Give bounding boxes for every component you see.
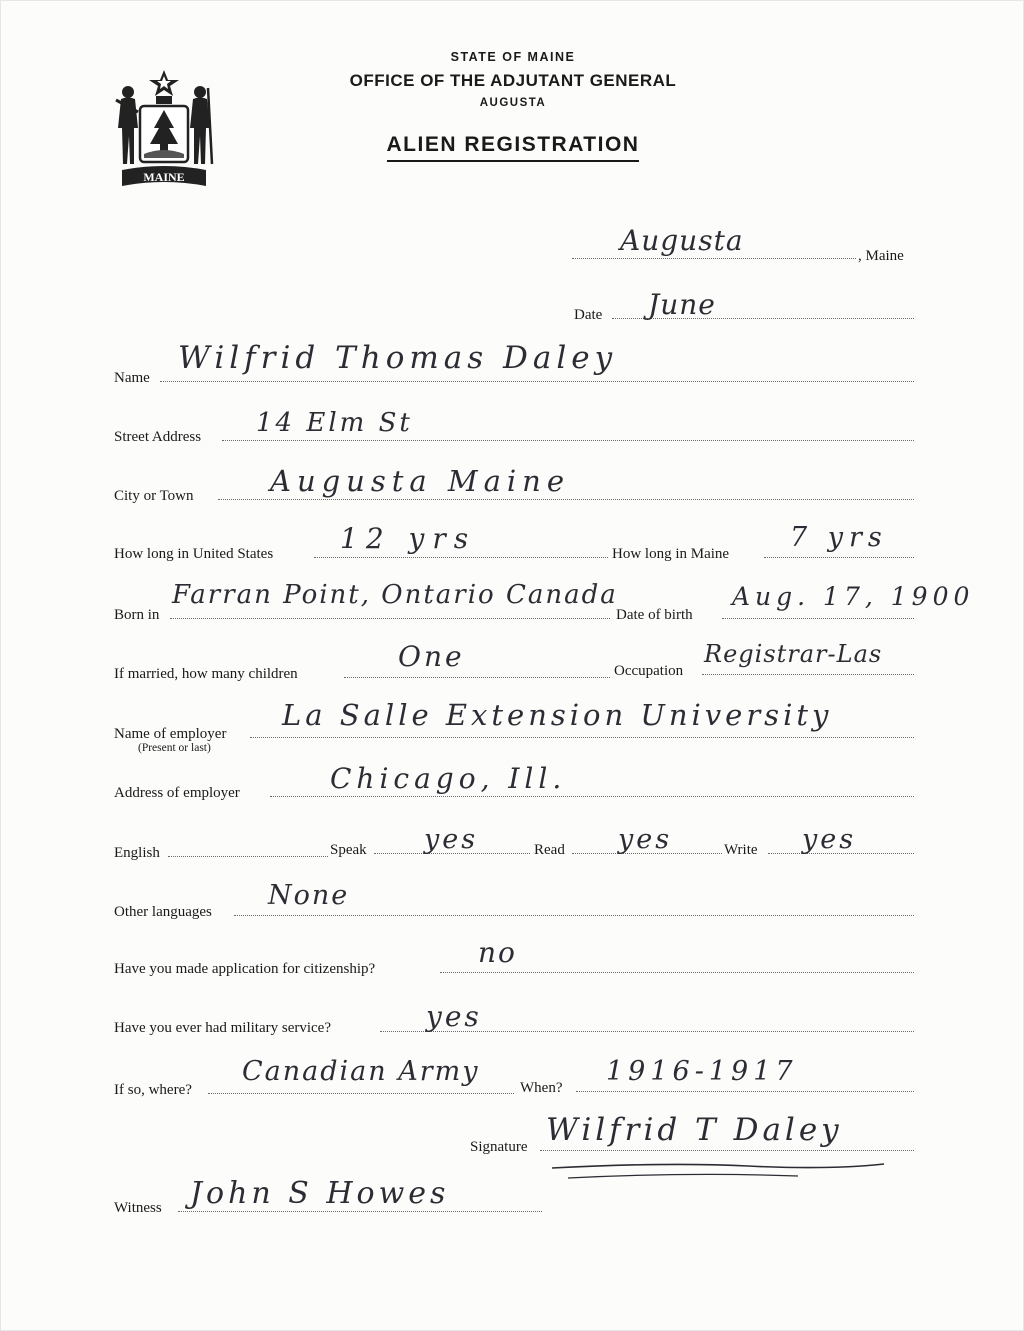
when-line (576, 1091, 914, 1092)
other-languages-value: None (268, 880, 350, 911)
english-label: English (114, 845, 160, 861)
city-heading: AUGUSTA (479, 97, 547, 109)
born-in-label: Born in (114, 607, 160, 623)
speak-label: Speak (330, 842, 367, 858)
signature-underline-stroke (548, 1160, 888, 1182)
occupation-value: Registrar-Las (704, 640, 883, 668)
citizenship-line (440, 972, 914, 973)
employer-address-value: Chicago, Ill. (330, 762, 567, 795)
employer-label: Name of employer (114, 726, 227, 742)
how-long-us-line (314, 557, 608, 558)
form-header (300, 50, 726, 162)
english-line (168, 856, 328, 857)
other-languages-label: Other languages (114, 904, 212, 920)
military-value: yes (426, 1000, 482, 1033)
employer-sub-label: (Present or last) (138, 742, 211, 754)
name-label: Name (114, 370, 150, 386)
date-label: Date (574, 307, 603, 323)
when-label: When? (520, 1080, 563, 1096)
city-line (218, 499, 914, 500)
write-value: yes (802, 824, 857, 855)
where-value: Canadian Army (242, 1056, 480, 1087)
maine-label: , Maine (858, 248, 904, 264)
speak-value: yes (424, 824, 479, 855)
signature-line (540, 1150, 914, 1151)
born-in-line (170, 618, 610, 619)
town-line (572, 258, 856, 259)
date-of-birth-value: Aug. 17, 1900 (732, 582, 975, 611)
how-long-maine-value: 7 yrs (790, 522, 888, 553)
date-of-birth-label: Date of birth (616, 607, 693, 623)
children-value: One (398, 640, 465, 673)
svg-text:MAINE: MAINE (143, 170, 185, 184)
where-label: If so, where? (114, 1082, 192, 1098)
occupation-label: Occupation (614, 663, 684, 679)
citizenship-label: Have you made application for citizenship? (114, 961, 376, 977)
military-label: Have you ever had military service? (114, 1020, 331, 1036)
employer-line (250, 737, 914, 738)
other-languages-line (234, 915, 914, 916)
read-label: Read (534, 842, 565, 858)
children-label: If married, how many children (114, 666, 298, 682)
name-value: Wilfrid Thomas Daley (178, 340, 618, 376)
witness-value: John S Howes (190, 1176, 450, 1211)
city-value: Augusta Maine (270, 464, 571, 498)
city-label: City or Town (114, 488, 194, 504)
employer-address-line (270, 796, 914, 797)
read-value: yes (618, 824, 673, 855)
office-heading: OFFICE OF THE ADJUTANT GENERAL (349, 71, 677, 90)
street-line (222, 440, 914, 441)
occupation-line (702, 674, 914, 675)
witness-label: Witness (114, 1200, 162, 1216)
children-line (344, 677, 610, 678)
signature-label: Signature (470, 1139, 528, 1155)
born-in-value: Farran Point, Ontario Canada (172, 580, 618, 610)
employer-value: La Salle Extension University (282, 698, 833, 732)
citizenship-value: no (478, 936, 517, 969)
date-value: June (648, 288, 716, 321)
witness-line (178, 1211, 542, 1212)
name-line (160, 381, 914, 382)
date-of-birth-line (722, 618, 914, 619)
maine-state-seal (108, 66, 220, 192)
how-long-us-label: How long in United States (114, 546, 274, 562)
form-title: ALIEN REGISTRATION (387, 133, 640, 162)
how-long-maine-line (764, 557, 914, 558)
state-heading: STATE OF MAINE (450, 50, 576, 64)
how-long-maine-label: How long in Maine (612, 546, 730, 562)
street-value: 14 Elm St (256, 408, 413, 438)
where-line (208, 1093, 514, 1094)
signature-value: Wilfrid T Daley (546, 1112, 843, 1148)
employer-address-label: Address of employer (114, 785, 240, 801)
how-long-us-value: 12 yrs (340, 522, 477, 555)
street-label: Street Address (114, 429, 202, 445)
when-value: 1916-1917 (606, 1056, 798, 1087)
town-value: Augusta (620, 224, 744, 257)
write-label: Write (724, 842, 758, 858)
